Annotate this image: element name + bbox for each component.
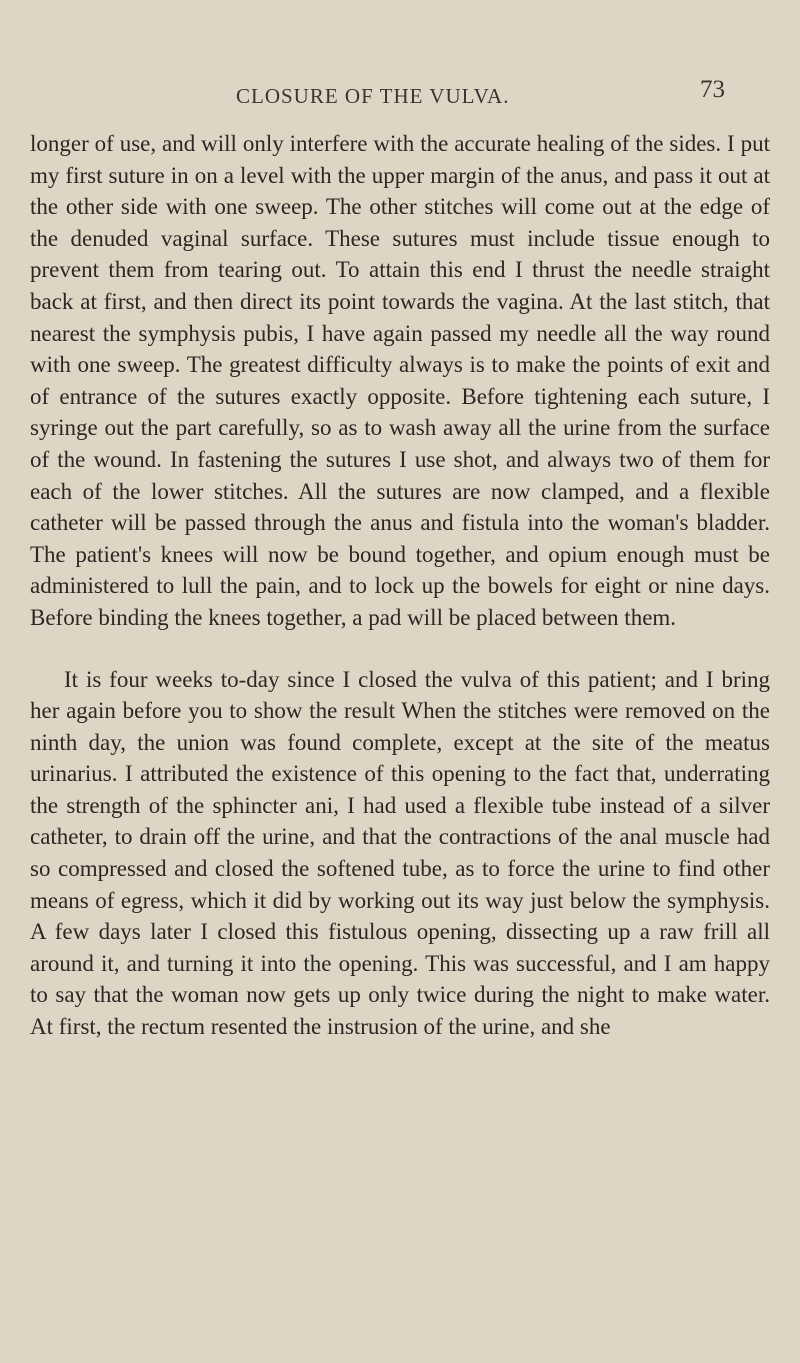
page-number: 73: [700, 76, 725, 103]
paragraph-continuation: longer of use, and will only interfere with the accurate healing of the sides. I put my first suture in on a level with the upper margin of the anus, and pass it out at the other side with one sweep. The other stitches will come out at the edge of the denuded vaginal surface. These sutures must include tissue enough to prevent them from tearing out. To attain this end I thrust the needle straight back at first, and then direct its point towards the vagina. At the last stitch, that nearest the symphysis pubis, I have again passed my needle all the way round with one sweep. The greatest difficulty always is to make the points of exit and of entrance of the sutures exactly opposite. Before tightening each suture, I syringe out the part carefully, so as to wash away all the urine from the surface of the wound. In fastening the sutures I use shot, and always two of them for each of the lower stitches. All the sutures are now clamped, and a flexible catheter will be passed through the anus and fistula into the woman's bladder. The patient's knees will now be bound together, and opium enough must be administered to lull the pain, and to lock up the bowels for eight or nine days. Before binding the knees together, a pad will be placed between them.: [30, 131, 770, 630]
running-title: CLOSURE OF THE VULVA.: [236, 84, 510, 108]
paragraph-result: It is four weeks to-day since I closed the vulva of this patient; and I bring her again before you to show the result When the stitches were removed on the ninth day, the union was found complete, except at the site of the meatus urinarius. I attributed the existence of this opening to the fact that, underrating the strength of the sphincter ani, I had used a flexible tube instead of a silver catheter, to drain off the urine, and that the contractions of the anal muscle had so compressed and closed the softened tube, as to force the urine to find other means of egress, which it did by working out its way just below the symphysis. A few days later I closed this fistulous opening, dissecting up a raw frill all around it, and turning it into the opening. This was successful, and I am happy to say that the woman now gets up only twice during the night to make water. At first, the rectum resented the instrusion of the urine, and she: [30, 666, 770, 1040]
body-text: [30, 128, 770, 1043]
